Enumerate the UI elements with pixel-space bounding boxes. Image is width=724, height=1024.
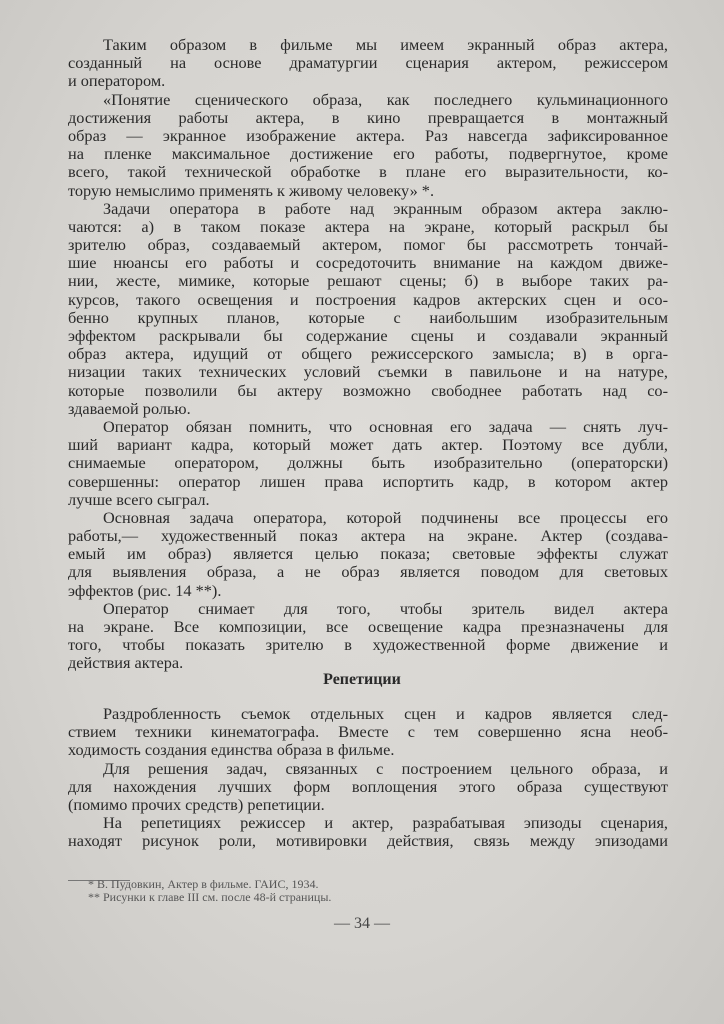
text-line: Для решения задач, связанных с построением цельного образа, и	[103, 758, 668, 778]
text-line: «Понятие сценического образа, как последнего кульминационного	[103, 89, 668, 109]
text-line: совершенны: оператор лишен права испортить кадр, в котором актер	[68, 471, 668, 491]
text-line: торую немыслимо применять к живому человеку» *.	[68, 180, 435, 200]
text-line: курсов, такого освещения и построения кадров актерских сцен и осо-	[68, 289, 668, 309]
text-line: для нахождения лучших форм воплощения этого образа существуют	[68, 776, 668, 796]
text-line: снимаемые оператором, должны быть изобразительно (операторски)	[68, 453, 668, 473]
text-line: Оператор обязан помнить, что основная его задача — снять луч-	[103, 416, 668, 436]
text-line: ствием техники кинематографа. Вместе с тем совершенно ясна необ-	[68, 722, 668, 742]
paragraph	[68, 418, 668, 509]
text-line: низации таких технических условий съемки в павильоне и на натуре,	[68, 362, 668, 382]
text-line: нии, жесте, мимике, которые решают сцены; б) в выборе таких ра-	[68, 271, 668, 291]
text-line: емый им образ) является целью показа; световые эффекты служат	[68, 544, 668, 564]
text-line: зрителю образ, создаваемый актером, помог бы рассмотреть тончай-	[68, 235, 668, 255]
text-line: достижения работы актера, в кино превращается в монтажный	[68, 107, 668, 127]
section-heading: Репетиции	[323, 671, 401, 688]
text-line: эффектом раскрывали бы содержание сцены и создавали экранный	[68, 326, 668, 345]
text-line: (помимо прочих средств) репетиции.	[68, 794, 325, 814]
paragraph	[68, 600, 668, 673]
text-line: На репетициях режиссер и актер, разрабатывая эпизоды сценария,	[103, 813, 668, 833]
text-line: на пленке максимальное достижение его работы, подвергнутое, кроме	[68, 144, 668, 164]
text-line: для выявления образа, а не образ является поводом для световых	[68, 562, 668, 582]
text-line: всего, такой технической обработке в плане его выразительности, ко-	[68, 162, 668, 182]
text-line: Задачи оператора в работе над экранным образом актера заклю-	[103, 198, 668, 218]
footnote-2: ** Рисунки к главе III см. после 48-й страницы.	[88, 890, 332, 904]
text-line: Оператор снимает для того, чтобы зритель видел актера	[103, 598, 668, 618]
text-line: эффектов (рис. 14 **).	[68, 580, 222, 600]
text-line: на экране. Все композиции, все освещение кадра презназначены для	[68, 617, 668, 636]
paragraph	[68, 36, 668, 91]
paragraph	[68, 91, 668, 200]
page-number: — 34 —	[334, 915, 390, 932]
paragraph	[68, 760, 668, 815]
text-line: находят рисунок роли, мотивировки действия, связь между эпизодами	[68, 831, 668, 851]
text-line: Основная задача оператора, которой подчинены все процессы его	[103, 507, 668, 527]
text-line: Раздробленность съемок отдельных сцен и кадров является след-	[103, 704, 668, 723]
text-line: действия актера.	[68, 653, 184, 673]
text-line: здаваемой ролью.	[68, 398, 191, 418]
body-text-section-2	[68, 705, 668, 851]
text-line: ходимость создания единства образа в фильме.	[68, 740, 395, 760]
text-line: ший вариант кадра, который может дать актер. Поэтому все дубли,	[68, 435, 668, 455]
text-line: чаются: а) в таком показе актера на экране, который раскрыл бы	[68, 216, 668, 236]
text-line: образ актера, идущий от общего режиссерского замысла; в) в орга-	[68, 344, 668, 364]
text-line: которые позволили бы актеру возможно свободнее работать над со-	[68, 380, 668, 400]
paragraph	[68, 705, 668, 760]
text-line: бенно крупных планов, которые с наибольшим изобразительным	[68, 307, 668, 327]
text-line: того, чтобы показать зрителю в художественной форме движение и	[68, 635, 668, 655]
text-line: и оператором.	[68, 71, 166, 91]
body-text-section-1	[68, 36, 668, 673]
text-line: образ — экранное изображение актера. Раз навсегда зафиксированное	[68, 125, 668, 145]
footnote-1: * В. Пудовкин, Актер в фильме. ГАИС, 1934.	[88, 877, 319, 891]
paragraph	[68, 509, 668, 600]
text-line: шие нюансы его работы и сосредоточить внимание на каждом движе-	[68, 253, 668, 273]
text-line: Таким образом в фильме мы имеем экранный образ актера,	[103, 35, 668, 54]
text-line: созданный на основе драматургии сценария актером, режиссером	[68, 53, 668, 73]
text-line: лучше всего сыграл.	[68, 489, 210, 509]
text-line: работы,— художественный показ актера на экране. Актер (создава-	[68, 526, 668, 546]
paragraph	[68, 814, 668, 850]
paragraph	[68, 200, 668, 418]
